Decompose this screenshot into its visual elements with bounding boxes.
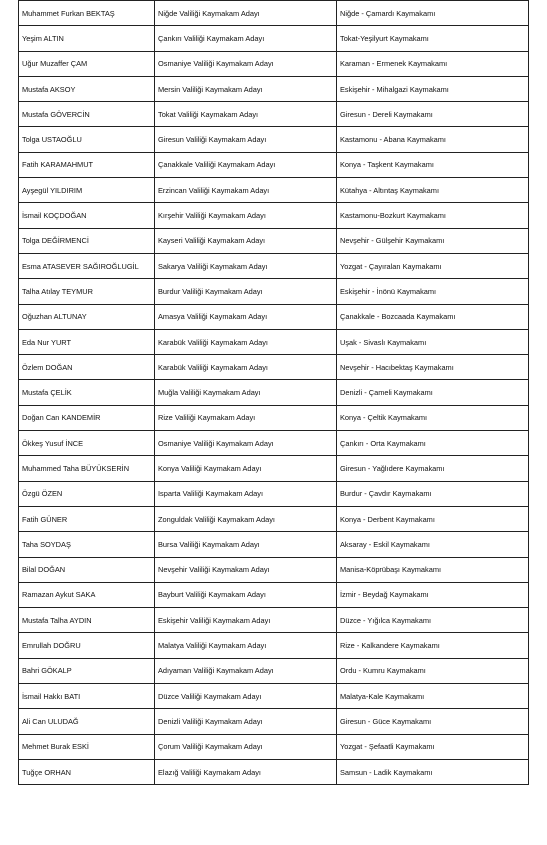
name-cell: Muhammed Taha BÜYÜKSERİN bbox=[19, 456, 155, 481]
new-assignment-cell: Çanakkale - Bozcaada Kaymakamı bbox=[337, 304, 529, 329]
table-row bbox=[19, 557, 529, 582]
current-post-cell: Niğde Valiliği Kaymakam Adayı bbox=[155, 1, 337, 26]
new-assignment-cell: Kastamonu-Bozkurt Kaymakamı bbox=[337, 203, 529, 228]
name-cell: Bahri GÖKALP bbox=[19, 658, 155, 683]
table-row bbox=[19, 456, 529, 481]
table-row bbox=[19, 355, 529, 380]
current-post-cell: Giresun Valiliği Kaymakam Adayı bbox=[155, 127, 337, 152]
new-assignment-cell: Düzce - Yığılca Kaymakamı bbox=[337, 608, 529, 633]
new-assignment-cell: İzmir - Beydağ Kaymakamı bbox=[337, 582, 529, 607]
current-post-cell: Bayburt Valiliği Kaymakam Adayı bbox=[155, 582, 337, 607]
current-post-cell: Zonguldak Valiliği Kaymakam Adayı bbox=[155, 506, 337, 531]
name-cell: Esma ATASEVER SAĞIROĞLUGİL bbox=[19, 253, 155, 278]
name-cell: Mustafa GÖVERCİN bbox=[19, 102, 155, 127]
current-post-cell: Isparta Valiliği Kaymakam Adayı bbox=[155, 481, 337, 506]
current-post-cell: Karabük Valiliği Kaymakam Adayı bbox=[155, 355, 337, 380]
table-row bbox=[19, 329, 529, 354]
table-row bbox=[19, 481, 529, 506]
name-cell: Yeşim ALTIN bbox=[19, 26, 155, 51]
table-row bbox=[19, 582, 529, 607]
new-assignment-cell: Rize - Kalkandere Kaymakamı bbox=[337, 633, 529, 658]
table-row bbox=[19, 506, 529, 531]
new-assignment-cell: Giresun - Dereli Kaymakamı bbox=[337, 102, 529, 127]
current-post-cell: Sakarya Valiliği Kaymakam Adayı bbox=[155, 253, 337, 278]
document-page bbox=[18, 0, 528, 785]
current-post-cell: Çankırı Valiliği Kaymakam Adayı bbox=[155, 26, 337, 51]
current-post-cell: Malatya Valiliği Kaymakam Adayı bbox=[155, 633, 337, 658]
table-row bbox=[19, 608, 529, 633]
current-post-cell: Eskişehir Valiliği Kaymakam Adayı bbox=[155, 608, 337, 633]
new-assignment-cell: Nevşehir - Hacıbektaş Kaymakamı bbox=[337, 355, 529, 380]
name-cell: Doğan Can KANDEMİR bbox=[19, 405, 155, 430]
table-row bbox=[19, 203, 529, 228]
new-assignment-cell: Uşak - Sivaslı Kaymakamı bbox=[337, 329, 529, 354]
table-row bbox=[19, 709, 529, 734]
table-row bbox=[19, 759, 529, 784]
current-post-cell: Adıyaman Valiliği Kaymakam Adayı bbox=[155, 658, 337, 683]
current-post-cell: Erzincan Valiliği Kaymakam Adayı bbox=[155, 178, 337, 203]
current-post-cell: Bursa Valiliği Kaymakam Adayı bbox=[155, 532, 337, 557]
new-assignment-cell: Kastamonu - Abana Kaymakamı bbox=[337, 127, 529, 152]
new-assignment-cell: Giresun - Güce Kaymakamı bbox=[337, 709, 529, 734]
current-post-cell: Amasya Valiliği Kaymakam Adayı bbox=[155, 304, 337, 329]
current-post-cell: Osmaniye Valiliği Kaymakam Adayı bbox=[155, 51, 337, 76]
name-cell: Oğuzhan ALTUNAY bbox=[19, 304, 155, 329]
name-cell: Tuğçe ORHAN bbox=[19, 759, 155, 784]
new-assignment-cell: Eskişehir - İnönü Kaymakamı bbox=[337, 279, 529, 304]
table-row bbox=[19, 304, 529, 329]
new-assignment-cell: Niğde - Çamardı Kaymakamı bbox=[337, 1, 529, 26]
current-post-cell: Mersin Valiliği Kaymakam Adayı bbox=[155, 76, 337, 101]
name-cell: Tolga USTAOĞLU bbox=[19, 127, 155, 152]
name-cell: Talha Atılay TEYMUR bbox=[19, 279, 155, 304]
table-row bbox=[19, 684, 529, 709]
current-post-cell: Osmaniye Valiliği Kaymakam Adayı bbox=[155, 431, 337, 456]
current-post-cell: Kayseri Valiliği Kaymakam Adayı bbox=[155, 228, 337, 253]
table-row bbox=[19, 228, 529, 253]
new-assignment-cell: Nevşehir - Gülşehir Kaymakamı bbox=[337, 228, 529, 253]
name-cell: İsmail Hakkı BATI bbox=[19, 684, 155, 709]
current-post-cell: Rize Valiliği Kaymakam Adayı bbox=[155, 405, 337, 430]
new-assignment-cell: Manisa-Köprübaşı Kaymakamı bbox=[337, 557, 529, 582]
name-cell: Ayşegül YILDIRIM bbox=[19, 178, 155, 203]
table-row bbox=[19, 102, 529, 127]
table-row bbox=[19, 26, 529, 51]
current-post-cell: Muğla Valiliği Kaymakam Adayı bbox=[155, 380, 337, 405]
new-assignment-cell: Aksaray - Eskil Kaymakamı bbox=[337, 532, 529, 557]
table-row bbox=[19, 1, 529, 26]
name-cell: Eda Nur YURT bbox=[19, 329, 155, 354]
new-assignment-cell: Giresun - Yağlıdere Kaymakamı bbox=[337, 456, 529, 481]
name-cell: Ali Can ULUDAĞ bbox=[19, 709, 155, 734]
new-assignment-cell: Eskişehir - Mihalgazi Kaymakamı bbox=[337, 76, 529, 101]
table-row bbox=[19, 279, 529, 304]
name-cell: Tolga DEĞİRMENCİ bbox=[19, 228, 155, 253]
table-row bbox=[19, 127, 529, 152]
current-post-cell: Elazığ Valiliği Kaymakam Adayı bbox=[155, 759, 337, 784]
table-row bbox=[19, 734, 529, 759]
current-post-cell: Tokat Valiliği Kaymakam Adayı bbox=[155, 102, 337, 127]
name-cell: Özlem DOĞAN bbox=[19, 355, 155, 380]
appointment-table bbox=[18, 0, 529, 785]
name-cell: Uğur Muzaffer ÇAM bbox=[19, 51, 155, 76]
name-cell: Ökkeş Yusuf İNCE bbox=[19, 431, 155, 456]
new-assignment-cell: Yozgat - Çayıralan Kaymakamı bbox=[337, 253, 529, 278]
table-row bbox=[19, 431, 529, 456]
current-post-cell: Konya Valiliği Kaymakam Adayı bbox=[155, 456, 337, 481]
appointment-table-body bbox=[19, 1, 529, 785]
new-assignment-cell: Konya - Çeltik Kaymakamı bbox=[337, 405, 529, 430]
name-cell: Emrullah DOĞRU bbox=[19, 633, 155, 658]
current-post-cell: Çanakkale Valiliği Kaymakam Adayı bbox=[155, 152, 337, 177]
current-post-cell: Çorum Valiliği Kaymakam Adayı bbox=[155, 734, 337, 759]
name-cell: Mustafa AKSOY bbox=[19, 76, 155, 101]
new-assignment-cell: Kütahya - Altıntaş Kaymakamı bbox=[337, 178, 529, 203]
name-cell: Bilal DOĞAN bbox=[19, 557, 155, 582]
name-cell: Mustafa Talha AYDIN bbox=[19, 608, 155, 633]
table-row bbox=[19, 380, 529, 405]
new-assignment-cell: Yozgat - Şefaatli Kaymakamı bbox=[337, 734, 529, 759]
new-assignment-cell: Tokat-Yeşilyurt Kaymakamı bbox=[337, 26, 529, 51]
table-row bbox=[19, 152, 529, 177]
name-cell: İsmail KOÇDOĞAN bbox=[19, 203, 155, 228]
name-cell: Özgü ÖZEN bbox=[19, 481, 155, 506]
new-assignment-cell: Karaman - Ermenek Kaymakamı bbox=[337, 51, 529, 76]
new-assignment-cell: Konya - Derbent Kaymakamı bbox=[337, 506, 529, 531]
new-assignment-cell: Konya - Taşkent Kaymakamı bbox=[337, 152, 529, 177]
table-row bbox=[19, 532, 529, 557]
new-assignment-cell: Denizli - Çameli Kaymakamı bbox=[337, 380, 529, 405]
table-row bbox=[19, 633, 529, 658]
new-assignment-cell: Çankırı - Orta Kaymakamı bbox=[337, 431, 529, 456]
current-post-cell: Burdur Valiliği Kaymakam Adayı bbox=[155, 279, 337, 304]
name-cell: Muhammet Furkan BEKTAŞ bbox=[19, 1, 155, 26]
table-row bbox=[19, 658, 529, 683]
table-row bbox=[19, 405, 529, 430]
new-assignment-cell: Samsun - Ladik Kaymakamı bbox=[337, 759, 529, 784]
table-row bbox=[19, 178, 529, 203]
new-assignment-cell: Malatya-Kale Kaymakamı bbox=[337, 684, 529, 709]
name-cell: Fatih KARAMAHMUT bbox=[19, 152, 155, 177]
new-assignment-cell: Burdur - Çavdır Kaymakamı bbox=[337, 481, 529, 506]
current-post-cell: Kırşehir Valiliği Kaymakam Adayı bbox=[155, 203, 337, 228]
table-row bbox=[19, 51, 529, 76]
current-post-cell: Denizli Valiliği Kaymakam Adayı bbox=[155, 709, 337, 734]
name-cell: Mehmet Burak ESKİ bbox=[19, 734, 155, 759]
table-row bbox=[19, 253, 529, 278]
current-post-cell: Karabük Valiliği Kaymakam Adayı bbox=[155, 329, 337, 354]
name-cell: Mustafa ÇELİK bbox=[19, 380, 155, 405]
current-post-cell: Nevşehir Valiliği Kaymakam Adayı bbox=[155, 557, 337, 582]
name-cell: Taha SOYDAŞ bbox=[19, 532, 155, 557]
table-row bbox=[19, 76, 529, 101]
name-cell: Fatih GÜNER bbox=[19, 506, 155, 531]
name-cell: Ramazan Aykut SAKA bbox=[19, 582, 155, 607]
current-post-cell: Düzce Valiliği Kaymakam Adayı bbox=[155, 684, 337, 709]
new-assignment-cell: Ordu - Kumru Kaymakamı bbox=[337, 658, 529, 683]
